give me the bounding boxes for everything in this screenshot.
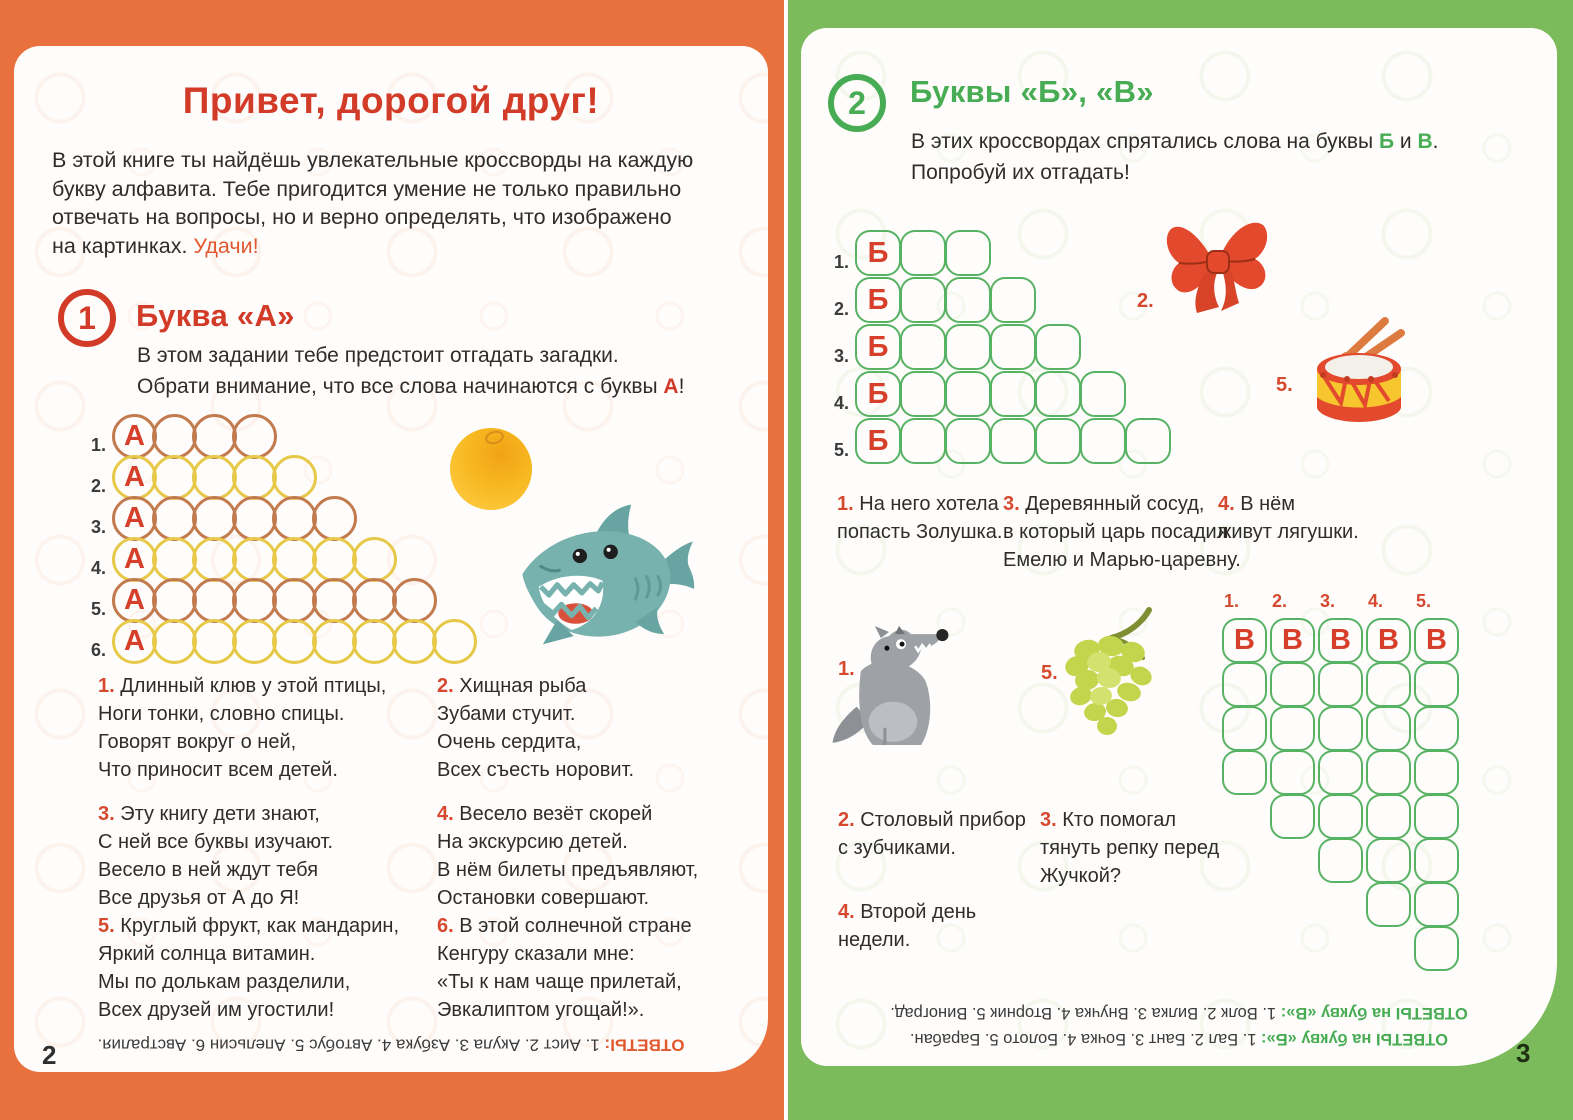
crossword-cell xyxy=(1035,418,1081,464)
bow-label: 2. xyxy=(1137,290,1154,312)
crossword-cell xyxy=(855,324,901,370)
crossword-cell xyxy=(112,537,157,582)
clue-a-6: 6. В этой солнечной стране Кенгуру сказали мне: «Ты к нам чаще прилетай, Эвкалиптом угощай!». xyxy=(437,915,692,1021)
clue-v-2: 2. Столовый прибор с зубчиками. xyxy=(838,809,1026,859)
clue-a-2: 2. Хищная рыба Зубами стучит. Очень сердита, Всех съесть норовит. xyxy=(437,675,635,781)
crossword-cell xyxy=(1414,662,1459,707)
crossword-cell xyxy=(1414,926,1459,971)
crossword-cell xyxy=(112,455,157,500)
grid-letter: Б xyxy=(867,283,889,316)
crossword-cell xyxy=(990,324,1036,370)
crossword-cell xyxy=(1366,618,1411,663)
answers-v-text: 1. Волк 2. Вилка 3. Внучка 4. Вторник 5. Виноград. xyxy=(890,1004,1277,1023)
grid-letter: А xyxy=(124,625,145,657)
crossword-cell xyxy=(232,414,277,459)
crossword-cell xyxy=(900,418,946,464)
answers-b-label: ОТВЕТЫ на букву «Б»: xyxy=(1261,1030,1449,1048)
crossword-cell xyxy=(1270,794,1315,839)
crossword-cell xyxy=(112,578,157,623)
crossword-cell xyxy=(990,277,1036,323)
grid-letter: А xyxy=(124,502,145,534)
grid-letter: Б xyxy=(867,377,889,410)
crossword-cell xyxy=(272,619,317,664)
answers-b-line xyxy=(837,1026,1521,1052)
intro-highlight: Удачи! xyxy=(193,233,259,258)
clue-number: 3. xyxy=(1003,493,1020,515)
grid-number: 5. xyxy=(833,440,849,460)
crossword-cell xyxy=(352,619,397,664)
crossword-cell xyxy=(1414,838,1459,883)
crossword-cell xyxy=(1270,662,1315,707)
clue-v-3: 3. Кто помогал тянуть репку перед Жучкой? xyxy=(1040,809,1220,887)
crossword-cell xyxy=(1270,706,1315,751)
crossword-cell xyxy=(1414,882,1459,927)
grid-letter: В xyxy=(1378,624,1399,656)
crossword-cell xyxy=(900,371,946,417)
crossword-cell xyxy=(855,418,901,464)
crossword-cell xyxy=(1366,706,1411,751)
crossword-cell xyxy=(392,578,437,623)
grid-number: 6. xyxy=(90,640,106,660)
crossword-cell xyxy=(1080,371,1126,417)
grid-letter: А xyxy=(124,461,145,493)
right-page xyxy=(788,0,1573,1120)
clue-number: 1. xyxy=(837,493,854,515)
section-1-subtitle: В этом задании тебе предстоит отгадать загадки. Обрати внимание, что все слова начинаются с буквы А! xyxy=(137,344,685,398)
crossword-cell xyxy=(1318,750,1363,795)
grid-number: 3. xyxy=(1320,591,1336,611)
section-2-subtitle: В этих кроссвордах спрятались слова на буквы Б и В. Попробуй их отгадать! xyxy=(911,130,1439,184)
clue-a-3: 3. Эту книгу дети знают, С ней все буквы изучают. Весело в ней ждут тебя Все друзья от А до Я! xyxy=(98,803,334,909)
grid-number: 2. xyxy=(90,476,106,496)
clue-b-4: 4. В нём живут лягушки. xyxy=(1218,493,1359,543)
crossword-cell xyxy=(855,371,901,417)
grapes-label: 5. xyxy=(1041,662,1058,684)
wolf-label: 1. xyxy=(838,658,855,680)
crossword-cell xyxy=(1270,750,1315,795)
crossword-cell xyxy=(152,537,197,582)
crossword-cell xyxy=(1366,662,1411,707)
crossword-cell xyxy=(1318,618,1363,663)
crossword-cell xyxy=(1318,662,1363,707)
crossword-cell xyxy=(232,455,277,500)
crossword-cell xyxy=(232,619,277,664)
highlight-letter-b: Б xyxy=(1378,130,1395,153)
crossword-cell xyxy=(945,324,991,370)
clue-number: 4. xyxy=(838,901,855,923)
clue-v-4: 4. Второй день недели. xyxy=(838,901,977,951)
answers-b-text: 1. Бал 2. Бант 3. Бочка 4. Болото 5. Барабан. xyxy=(909,1030,1257,1048)
crossword-cell xyxy=(990,371,1036,417)
crossword-cell xyxy=(855,277,901,323)
grid-letter: Б xyxy=(867,330,889,363)
drum-picture xyxy=(1309,312,1409,432)
crossword-cell xyxy=(432,619,477,664)
crossword-cell xyxy=(1366,750,1411,795)
section-2-number: 2 xyxy=(848,84,866,121)
clue-a-1: 1. Длинный клюв у этой птицы, Ноги тонки, словно спицы. Говорят вокруг о ней, Что приносит всем детей. xyxy=(98,675,387,781)
crossword-cell xyxy=(1270,618,1315,663)
bow-picture xyxy=(1161,212,1273,318)
clue-number: 5. xyxy=(98,915,115,937)
section-1-number: 1 xyxy=(78,299,96,336)
crossword-cell xyxy=(312,496,357,541)
grid-number: 5. xyxy=(90,599,106,619)
grid-letter: А xyxy=(124,543,145,575)
clue-number: 4. xyxy=(1218,493,1235,515)
intro-lines: В этой книге ты найдёшь увлекательные кроссворды на каждую букву алфавита. Тебе пригодится умение не только правильно отвечать на вопросы, но и верно определять, что изображено на картинках. xyxy=(52,148,694,258)
crossword-cell xyxy=(112,619,157,664)
crossword-cell xyxy=(272,455,317,500)
clue-number: 1. xyxy=(98,675,115,697)
answers-a-text: 1. Аист 2. Акула 3. Азбука 4. Автобус 5. Апельсин 6. Австралия. xyxy=(97,1035,600,1055)
crossword-cell xyxy=(152,619,197,664)
highlight-letter-v: В xyxy=(1417,130,1433,153)
clue-b-1: 1. На него хотела попасть Золушка. xyxy=(837,493,1003,543)
crossword-cell xyxy=(1366,882,1411,927)
grid-number: 2. xyxy=(1272,591,1288,611)
answers-v-line xyxy=(837,1000,1521,1026)
crossword-cell xyxy=(192,496,237,541)
crossword-cell xyxy=(312,537,357,582)
answers-bv xyxy=(837,1000,1521,1051)
clue-a-5: 5. Круглый фрукт, как мандарин, Яркий солнца витамин. Мы по долькам разделили, Всех друзей им угостили! xyxy=(98,915,400,1021)
drum-label: 5. xyxy=(1276,374,1293,396)
grid-letter: А xyxy=(124,584,145,616)
crossword-cell xyxy=(1035,324,1081,370)
crossword-cell xyxy=(1318,706,1363,751)
crossword-cell xyxy=(392,619,437,664)
crossword-cell xyxy=(1222,750,1267,795)
crossword-cell xyxy=(1414,706,1459,751)
crossword-cell xyxy=(152,496,197,541)
crossword-cell xyxy=(352,537,397,582)
page-number-left: 2 xyxy=(42,1040,57,1070)
crossword-cell xyxy=(1414,794,1459,839)
clue-number: 4. xyxy=(437,803,454,825)
grid-number: 1. xyxy=(1224,591,1240,611)
crossword-cell xyxy=(900,324,946,370)
crossword-cell xyxy=(112,496,157,541)
wolf-picture xyxy=(830,626,962,752)
grid-letter: В xyxy=(1282,624,1303,656)
answers-a xyxy=(54,1032,728,1058)
crossword-cell xyxy=(152,414,197,459)
crossword-cell xyxy=(272,537,317,582)
grid-number: 1. xyxy=(833,252,849,272)
crossword-cell xyxy=(900,230,946,276)
crossword-cell xyxy=(945,418,991,464)
grid-number: 4. xyxy=(90,558,106,578)
crossword-cell xyxy=(192,537,237,582)
crossword-cell xyxy=(112,414,157,459)
crossword-cell xyxy=(1366,838,1411,883)
grid-letter: А xyxy=(124,420,145,452)
section-2-title: Буквы «Б», «В» xyxy=(910,74,1154,109)
crossword-cell xyxy=(352,578,397,623)
clue-number: 2. xyxy=(437,675,454,697)
clue-number: 6. xyxy=(437,915,454,937)
crossword-cell xyxy=(1222,618,1267,663)
crossword-cell xyxy=(945,277,991,323)
crossword-cell xyxy=(1318,794,1363,839)
crossword-cell xyxy=(1414,618,1459,663)
crossword-cell xyxy=(945,230,991,276)
crossword-cell xyxy=(312,619,357,664)
answers-v-label: ОТВЕТЫ на букву «В»: xyxy=(1280,1004,1468,1023)
crossword-cell xyxy=(192,414,237,459)
grid-number: 2. xyxy=(833,299,849,319)
left-page-content xyxy=(14,46,768,1072)
crossword-cell xyxy=(1318,838,1363,883)
crossword-cell xyxy=(232,537,277,582)
grid-letter: В xyxy=(1330,624,1351,656)
grid-number: 5. xyxy=(1416,591,1432,611)
grid-number: 3. xyxy=(90,517,106,537)
intro-text xyxy=(52,146,736,260)
crossword-cell xyxy=(152,578,197,623)
clue-number: 3. xyxy=(1040,809,1057,831)
crossword-cell xyxy=(152,455,197,500)
clue-number: 2. xyxy=(838,809,855,831)
grid-letter: В xyxy=(1426,624,1447,656)
grid-letter: Б xyxy=(867,424,889,457)
grid-letter: В xyxy=(1234,624,1255,656)
crossword-cell xyxy=(192,619,237,664)
crossword-cell xyxy=(192,455,237,500)
left-page xyxy=(0,0,784,1120)
crossword-cell xyxy=(272,578,317,623)
crossword-cell xyxy=(232,496,277,541)
clue-b-3: 3. Деревянный сосуд, в который царь посадил Емелю и Марью-царевну. xyxy=(1003,493,1241,571)
page-number-right: 3 xyxy=(1516,1038,1531,1068)
clue-a-4: 4. Весело везёт скорей На экскурсию детей. В нём билеты предъявляют, Остановки совершают. xyxy=(437,803,699,909)
greeting-title: Привет, дорогой друг! xyxy=(182,80,600,121)
crossword-cell xyxy=(945,371,991,417)
crossword-cell xyxy=(1414,750,1459,795)
clue-number: 3. xyxy=(98,803,115,825)
crossword-cell xyxy=(1080,418,1126,464)
crossword-cell xyxy=(192,578,237,623)
crossword-cell xyxy=(990,418,1036,464)
grid-letter: Б xyxy=(867,236,889,269)
grid-number: 4. xyxy=(833,393,849,413)
section-2-badge xyxy=(828,74,886,132)
shark-picture xyxy=(512,498,697,653)
section-1-title: Буква «А» xyxy=(136,298,295,333)
section-1-badge xyxy=(58,289,116,347)
right-page-content xyxy=(801,28,1557,1066)
grid-number: 3. xyxy=(833,346,849,366)
crossword-cell xyxy=(232,578,277,623)
crossword-cell xyxy=(900,277,946,323)
crossword-cell xyxy=(272,496,317,541)
crossword-cell xyxy=(1222,706,1267,751)
answers-a-label: ОТВЕТЫ: xyxy=(604,1035,685,1055)
crossword-cell xyxy=(312,578,357,623)
grid-number: 1. xyxy=(90,435,106,455)
grid-number: 4. xyxy=(1368,591,1384,611)
grapes-picture xyxy=(1053,606,1163,754)
highlight-letter-a: А xyxy=(663,375,679,398)
crossword-cell xyxy=(1035,371,1081,417)
crossword-cell xyxy=(855,230,901,276)
crossword-cell xyxy=(1222,662,1267,707)
crossword-cell xyxy=(1366,794,1411,839)
crossword-cell xyxy=(1125,418,1171,464)
